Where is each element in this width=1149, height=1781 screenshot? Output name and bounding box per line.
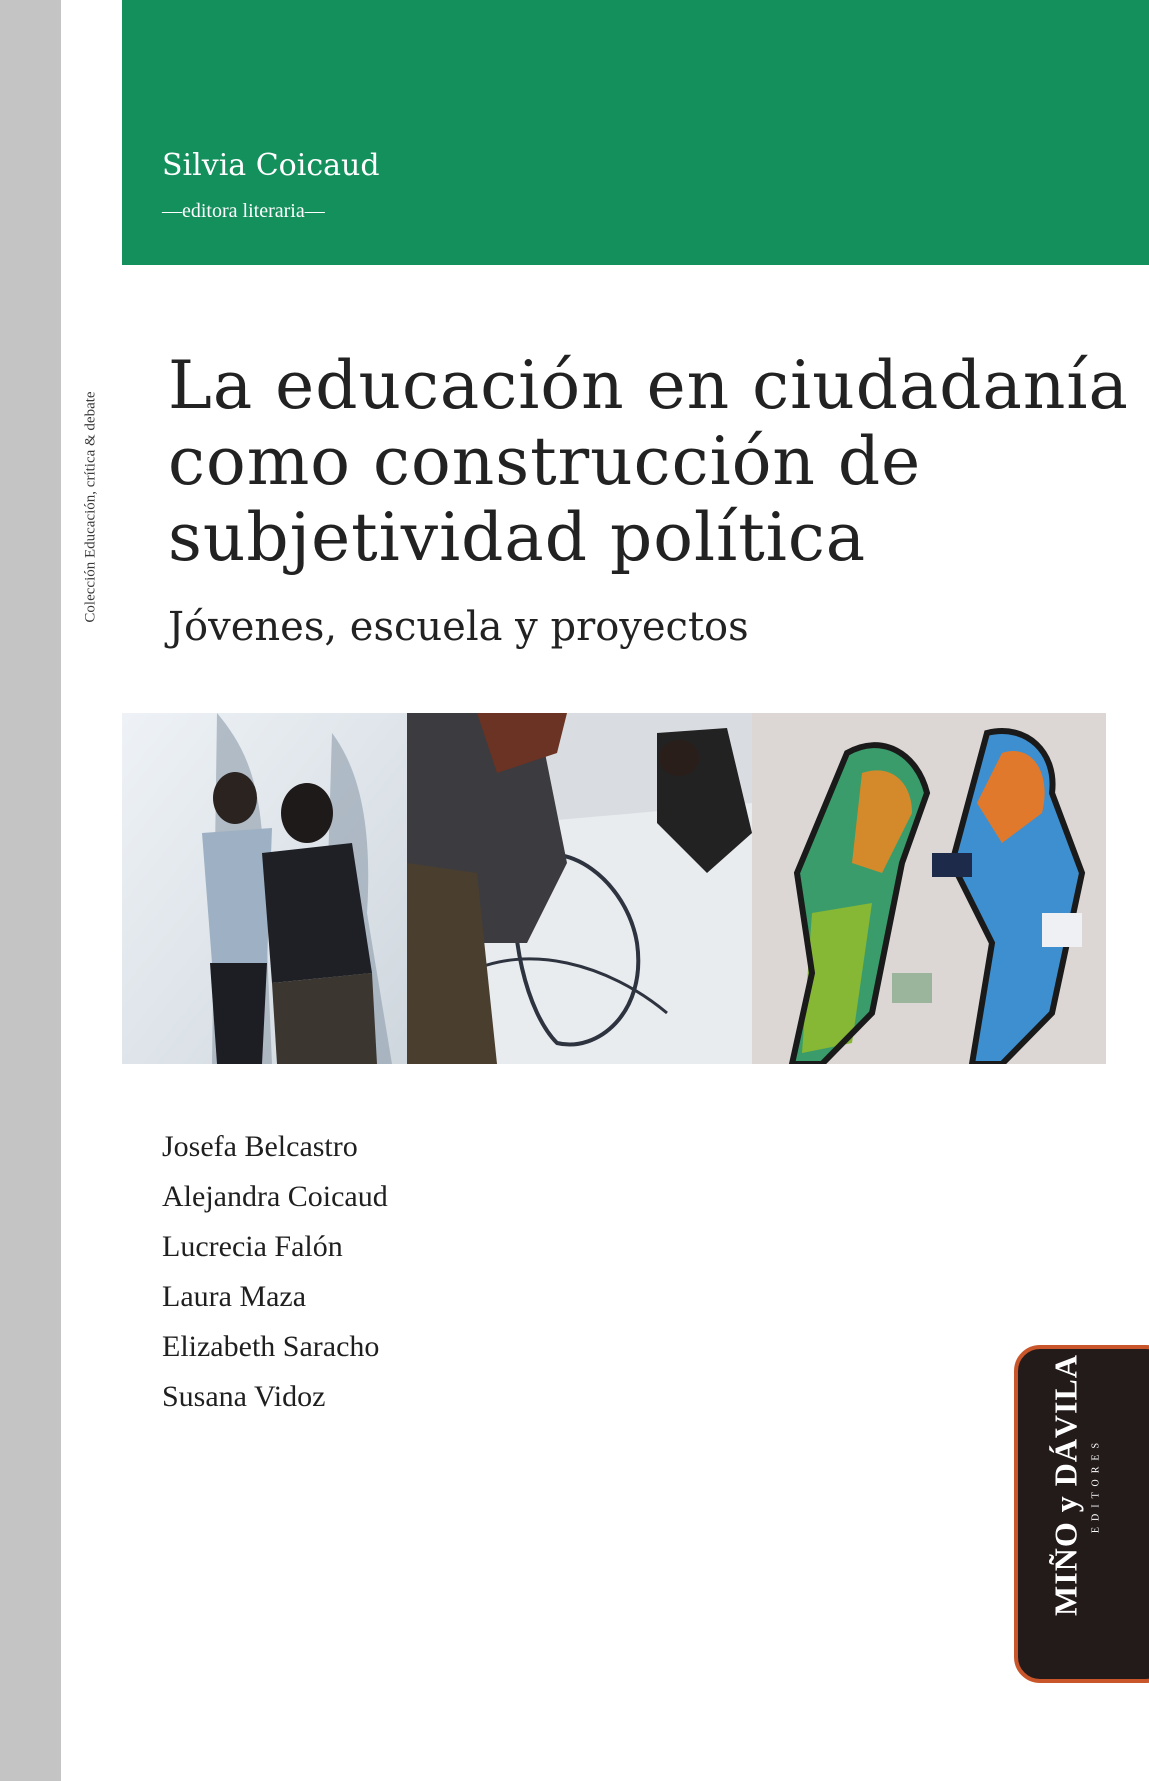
book-title: [168, 348, 1128, 576]
editor-role: —editora literaria—: [162, 200, 325, 222]
author-list: [162, 1122, 388, 1422]
author-name: Susana Vidoz: [162, 1380, 326, 1413]
editor-band: [122, 0, 1149, 265]
book-subtitle: Jóvenes, escuela y proyectos: [168, 604, 749, 650]
photo-painted-figures: [752, 713, 1106, 1064]
author-name: Elizabeth Saracho: [162, 1330, 380, 1363]
publisher-subtitle: EDITORES: [1090, 1436, 1102, 1534]
author-name: Laura Maza: [162, 1280, 307, 1313]
photo-students-wall: [122, 713, 407, 1064]
publisher-logo: MIÑO y DÁVILA: [1047, 1354, 1084, 1616]
author-name: Alejandra Coicaud: [162, 1180, 388, 1213]
title-line-3: subjetividad política: [168, 499, 867, 576]
author-name: Josefa Belcastro: [162, 1130, 358, 1163]
photo-students-drawing: [407, 713, 752, 1064]
title-line-1: La educación en ciudadanía: [168, 347, 1129, 424]
collection-name: Colección Educación, crítica & debate: [82, 391, 99, 623]
editor-name: Silvia Coicaud: [162, 148, 380, 183]
spine-bar: [0, 0, 61, 1781]
cover-photo-strip: [122, 713, 1106, 1064]
title-line-2: como construcción de: [168, 423, 922, 500]
author-name: Lucrecia Falón: [162, 1230, 343, 1263]
